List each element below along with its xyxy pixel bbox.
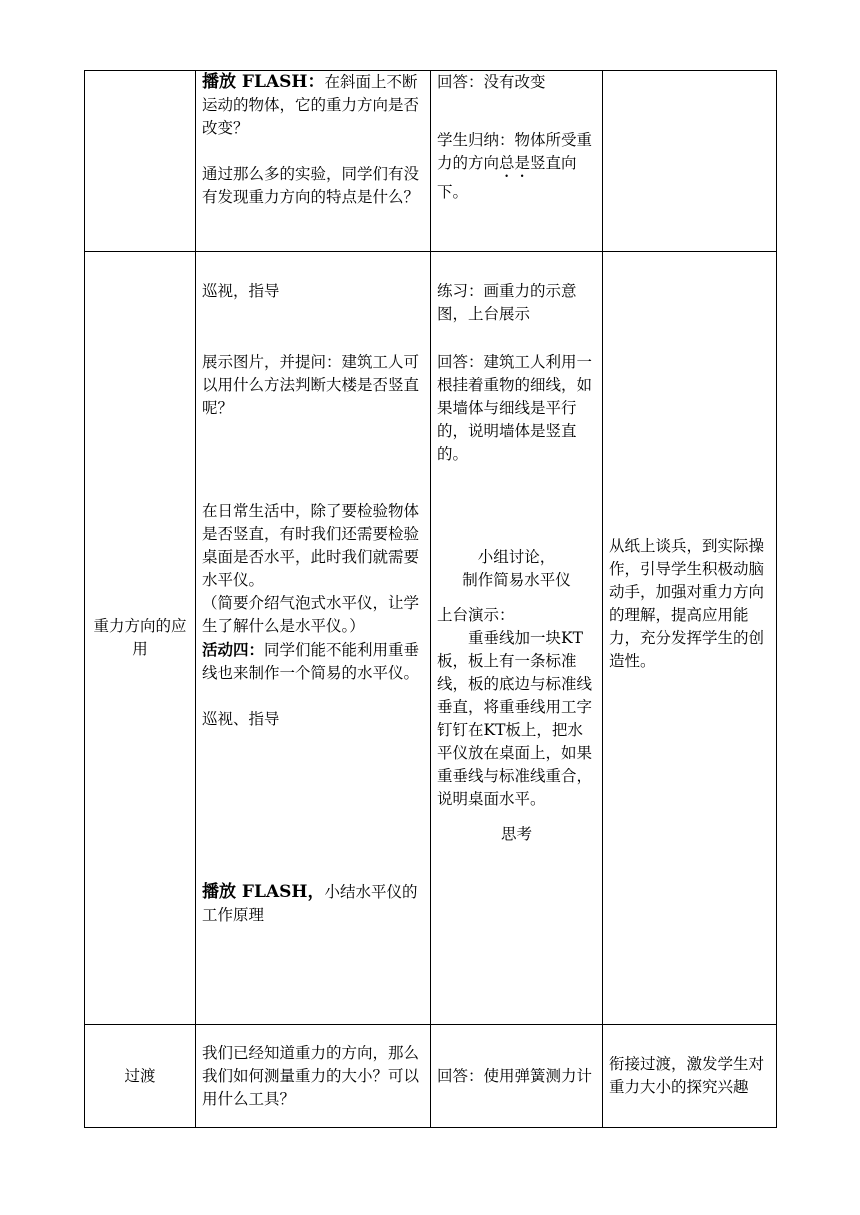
patrol-guide: 巡视，指导: [202, 282, 280, 300]
table-row: [85, 252, 777, 1025]
flash-summary: 播放 FLASH，小结水平仪的工作原理: [202, 882, 418, 924]
group-discussion: 小组讨论，: [477, 548, 556, 566]
activity-four: 活动四：同学们能不能利用重垂线也来制作一个简易的水平仪。: [202, 640, 420, 682]
student-activity-cell: [431, 1025, 603, 1128]
stage-cell: [85, 71, 196, 252]
transition-question: 我们已经知道重力的方向，那么我们如何测量重力的大小？可以用什么工具？: [202, 1043, 420, 1108]
patrol-guide-2: 巡视、指导: [202, 710, 280, 728]
transition-answer: 回答：使用弹簧测力计: [437, 1066, 593, 1085]
picture-question: 展示图片，并提问：建筑工人可以用什么方法判断大楼是否竖直呢？: [202, 353, 420, 417]
emphasis-text: 总是: [499, 154, 531, 172]
builder-answer: 回答：建筑工人利用一根挂着重物的细线，如果墙体与细线是平行的，说明墙体是竖直的。: [437, 353, 593, 463]
student-answer: 回答：没有改变: [437, 73, 546, 91]
level-note: （简要介绍气泡式水平仪，让学生了解什么是水平仪。）: [202, 594, 420, 635]
summary-question: 通过那么多的实验，同学们有没有发现重力方向的特点是什么？: [202, 165, 420, 206]
make-level: 制作简易水平仪: [462, 571, 571, 589]
lesson-plan-table: [84, 70, 777, 1128]
teacher-activity-cell: [196, 71, 431, 252]
student-activity-cell: [431, 71, 603, 252]
demo-text: 重垂线加一块KT板，板上有一条标准线，板的底边与标准线垂直，将重垂线用工字钉钉在KT板上，把水平仪放在桌面上，如果重垂线与标准线重合，说明桌面水平。: [437, 629, 593, 808]
activity-label: 活动四：: [202, 640, 265, 659]
design-intent-text: 从纸上谈兵，到实际操作，引导学生积极动脑动手，加强对重力方向的理解，提高应用能力，充分发挥学生的创造性。: [609, 537, 765, 670]
think-text: 思考: [500, 825, 532, 843]
level-intro: 在日常生活中，除了要检验物体是否竖直，有时我们还需要检验桌面是否水平，此时我们就需要水平仪。: [202, 502, 420, 589]
flash-question: 播放 FLASH：在斜面上不断运动的物体，它的重力方向是否改变？: [202, 72, 420, 137]
transition-intent: 衔接过渡，激发学生对重力大小的探究兴趣: [609, 1055, 765, 1096]
design-intent-cell: [603, 252, 777, 1025]
demo-label: 上台演示：: [437, 606, 515, 624]
stage-cell: 重力方向的应用: [85, 252, 196, 1025]
design-intent-cell: [603, 71, 777, 252]
table-row: [85, 71, 777, 252]
teacher-activity-cell: [196, 252, 431, 1025]
teacher-activity-cell: [196, 1025, 431, 1128]
flash-prefix: 播放 FLASH：: [202, 72, 325, 92]
student-activity-cell: [431, 252, 603, 1025]
flash2-prefix: 播放 FLASH，: [202, 882, 325, 902]
stage-cell: 过渡: [85, 1025, 196, 1128]
table-row: [85, 1025, 777, 1128]
design-intent-cell: [603, 1025, 777, 1128]
practice-text: 练习：画重力的示意图，上台展示: [437, 282, 577, 323]
student-conclusion: 学生归纳：物体所受重力的方向总是竖直向下。: [437, 131, 593, 201]
